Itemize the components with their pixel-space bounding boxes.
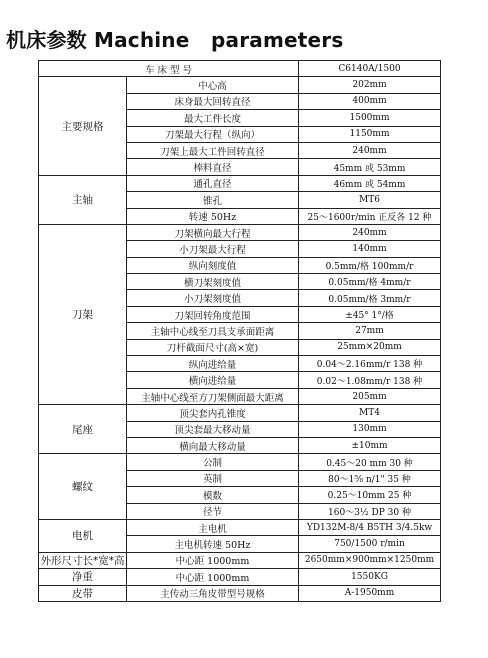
value-cell: 130mm [299, 421, 441, 437]
item-cell: 转速 50Hz [127, 208, 299, 224]
value-cell: A-1950mm [299, 585, 441, 601]
item-cell: 锥孔 [127, 192, 299, 208]
value-cell: 0.25～10mm 25 种 [299, 487, 441, 503]
table-header-row [39, 61, 441, 77]
item-cell: 公制 [127, 454, 299, 470]
item-cell: 中心距 1000mm [127, 569, 299, 585]
table-row [39, 77, 441, 93]
item-cell: 主轴中心线至刀具支承面距离 [127, 323, 299, 339]
value-cell: 25～1600r/min 正反各 12 种 [299, 208, 441, 224]
value-cell: 0.45～20 mm 30 种 [299, 454, 441, 470]
value-cell: 80～1⅝ n/1" 35 种 [299, 470, 441, 486]
table-row [39, 585, 441, 601]
item-cell: 小刀架刻度值 [127, 290, 299, 306]
table-row [39, 405, 441, 421]
item-cell: 主电机转速 50Hz [127, 536, 299, 552]
value-cell: MT6 [299, 192, 441, 208]
table-row [39, 175, 441, 191]
item-cell: 主传动三角皮带型号规格 [127, 585, 299, 601]
value-cell: ±10mm [299, 437, 441, 453]
value-cell: 0.05mm/格 4mm/r [299, 274, 441, 290]
model-label: 车 床 型 号 [39, 61, 299, 77]
value-cell: 240mm [299, 224, 441, 240]
category-cell: 外形尺寸长*宽*高 [39, 552, 127, 568]
item-cell: 横向最大移动量 [127, 437, 299, 453]
table-row [39, 224, 441, 240]
item-cell: 床身最大回转直径 [127, 93, 299, 109]
value-cell: ±45° 1°/格 [299, 306, 441, 322]
machine-parameters-table [38, 60, 441, 602]
item-cell: 主轴中心线至方刀架侧面最大距离 [127, 388, 299, 404]
category-cell: 刀架 [39, 224, 127, 404]
item-cell: 中心距 1000mm [127, 552, 299, 568]
table-row [39, 454, 441, 470]
category-cell: 皮带 [39, 585, 127, 601]
value-cell: 25mm×20mm [299, 339, 441, 355]
item-cell: 顶尖套最大移动量 [127, 421, 299, 437]
value-cell: 2650mm×900mm×1250mm [299, 552, 441, 568]
item-cell: 顶尖套内孔锥度 [127, 405, 299, 421]
page-title: 机床参数 Machine parameters [6, 28, 344, 52]
item-cell: 刀架上最大工件回转直径 [127, 142, 299, 158]
value-cell: 45mm 或 53mm [299, 159, 441, 175]
item-cell: 刀架回转角度范围 [127, 306, 299, 322]
value-cell: 1550KG [299, 569, 441, 585]
item-cell: 刀杆截面尺寸(高×宽) [127, 339, 299, 355]
category-cell: 主轴 [39, 175, 127, 224]
item-cell: 纵向进给量 [127, 356, 299, 372]
model-value: C6140A/1500 [299, 61, 441, 77]
item-cell: 横向进给量 [127, 372, 299, 388]
value-cell: 46mm 或 54mm [299, 175, 441, 191]
item-cell: 中心高 [127, 77, 299, 93]
table-row [39, 569, 441, 585]
item-cell: 最大工件长度 [127, 110, 299, 126]
value-cell: YD132M-8/4 B5TH 3/4.5kw [299, 519, 441, 535]
value-cell: 140mm [299, 241, 441, 257]
category-cell: 净重 [39, 569, 127, 585]
item-cell: 通孔直径 [127, 175, 299, 191]
category-cell: 主要规格 [39, 77, 127, 175]
value-cell: 240mm [299, 142, 441, 158]
item-cell: 英制 [127, 470, 299, 486]
value-cell: MT4 [299, 405, 441, 421]
table-body [39, 61, 441, 602]
item-cell: 小刀架最大行程 [127, 241, 299, 257]
item-cell: 模数 [127, 487, 299, 503]
item-cell: 纵向刻度值 [127, 257, 299, 273]
item-cell: 棒料直径 [127, 159, 299, 175]
value-cell: 0.04～2.16mm/r 138 种 [299, 356, 441, 372]
value-cell: 1500mm [299, 110, 441, 126]
table-row [39, 519, 441, 535]
item-cell: 横刀架刻度值 [127, 274, 299, 290]
value-cell: 1150mm [299, 126, 441, 142]
category-cell: 螺纹 [39, 454, 127, 520]
item-cell: 刀架最大行程（纵向） [127, 126, 299, 142]
value-cell: 205mm [299, 388, 441, 404]
item-cell: 径节 [127, 503, 299, 519]
table-row [39, 552, 441, 568]
item-cell: 主电机 [127, 519, 299, 535]
value-cell: 750/1500 r/min [299, 536, 441, 552]
value-cell: 0.05mm/格 3mm/r [299, 290, 441, 306]
value-cell: 202mm [299, 77, 441, 93]
category-cell: 尾座 [39, 405, 127, 454]
value-cell: 400mm [299, 93, 441, 109]
value-cell: 27mm [299, 323, 441, 339]
category-cell: 电机 [39, 519, 127, 552]
value-cell: 0.5mm/格 100mm/r [299, 257, 441, 273]
value-cell: 0.02～1.08mm/r 138 种 [299, 372, 441, 388]
item-cell: 刀架横向最大行程 [127, 224, 299, 240]
value-cell: 160～3½ DP 30 种 [299, 503, 441, 519]
